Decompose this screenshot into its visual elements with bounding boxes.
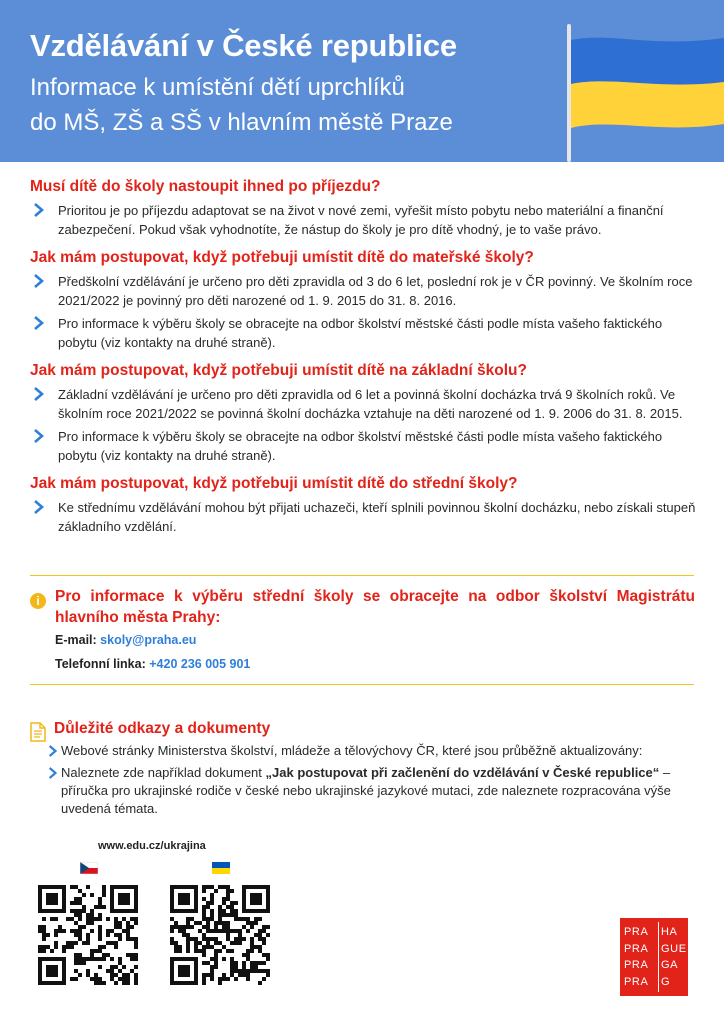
chevron-right-icon — [33, 428, 45, 444]
info-heading: Pro informace k výběru střední školy se obracejte na odbor školství Magistrátu hlavního města Prahy: — [55, 588, 695, 626]
phone-label: Telefonní linka: — [55, 657, 146, 671]
faq-answer-text: Základní vzdělávání je určeno pro děti zpravidla od 6 let a povinná školní docházka trvá 9 školních roků. Ve školním roce 2021/2022 se povinná školní docházka vztahuje na děti narozené od 1. 9. 2006 do 31. 8. 2015. — [58, 387, 683, 421]
ukraine-flag-small-icon — [212, 862, 230, 874]
phone-link[interactable]: +420 236 005 901 — [149, 657, 251, 671]
subtitle-line-2: do MŠ, ZŠ a SŠ v hlavním městě Praze — [30, 109, 453, 136]
page-title: Vzdělávání v České republice — [30, 28, 457, 63]
edu-url[interactable]: www.edu.cz/ukrajina — [98, 840, 206, 852]
chevron-right-icon — [33, 499, 45, 515]
faq-question-2: Jak mám postupovat, když potřebuji umístit dítě do mateřské školy? — [30, 249, 534, 266]
logo-right-column: HA GUE GA G — [661, 926, 687, 988]
faq-question-3: Jak mám postupovat, když potřebuji umístit dítě na základní školu? — [30, 362, 527, 379]
link-item — [61, 764, 701, 818]
chevron-right-icon — [33, 315, 45, 331]
info-icon: i — [30, 593, 46, 609]
subtitle-line-1: Informace k umístění dětí uprchlíků — [30, 74, 405, 101]
faq-answer — [30, 427, 700, 465]
faq-answer — [30, 314, 700, 352]
faq-answer-text: Ke střednímu vzdělávání mohou být přijati uchazeči, kteří splnili povinnou školní docházku, nebo získali stupeň základního vzdělání. — [58, 500, 696, 534]
faq-question-4: Jak mám postupovat, když potřebuji umístit dítě do střední školy? — [30, 475, 518, 492]
faq-answer-text: Předškolní vzdělávání je určeno pro děti zpravidla od 3 do 6 let, poslední rok je v ČR povinný. Ve školním roce 2021/2022 je povinný pro děti narozené od 1. 9. 2015 do 31. 8. 2016. — [58, 274, 693, 308]
qr-code-czech[interactable] — [38, 885, 138, 985]
faq-answer — [30, 272, 700, 310]
chevron-right-icon — [33, 202, 45, 218]
link-item-text: Naleznete zde například dokument — [61, 765, 266, 780]
email-link[interactable]: skoly@praha.eu — [100, 633, 197, 647]
faq-answer — [30, 498, 700, 536]
document-title: „Jak postupovat při začlenění do vzdělávání v České republice“ — [265, 765, 660, 780]
qr-code-ukrainian[interactable] — [170, 885, 270, 985]
chevron-right-icon — [48, 744, 58, 758]
page-subtitle — [30, 70, 550, 140]
chevron-right-icon — [33, 273, 45, 289]
ukraine-flag-icon — [571, 36, 724, 128]
phone-line — [55, 657, 250, 671]
faq-content — [30, 178, 700, 540]
faq-answer — [30, 201, 700, 239]
praha-logo — [620, 918, 688, 996]
email-label: E-mail: — [55, 633, 97, 647]
faq-answer-text: Prioritou je po příjezdu adaptovat se na život v nové zemi, vyřešit místo pobytu nebo materiální a finanční zabezpečení. Pokud však vyhodnotíte, že nástup do školy je pro dítě vhodný, je to vaše právo. — [58, 203, 664, 237]
email-line — [55, 633, 196, 647]
link-item-text: – příručka pro ukrajinské rodiče v české nebo ukrajinské jazykové mutaci, zde naleznete rozpracována výše uvedená témata. — [61, 765, 671, 816]
faq-answer-text: Pro informace k výběru školy se obracejte na odbor školství městské části podle místa vašeho faktického pobytu (viz kontakty na druhé straně). — [58, 316, 663, 350]
chevron-right-icon — [48, 766, 58, 780]
document-icon — [30, 722, 46, 742]
header-banner — [0, 0, 724, 162]
faq-answer — [30, 385, 700, 423]
faq-answer-text: Pro informace k výběru školy se obracejte na odbor školství městské části podle místa vašeho faktického pobytu (viz kontakty na druhé straně). — [58, 429, 663, 463]
logo-divider — [658, 922, 659, 992]
info-box — [30, 575, 694, 685]
links-heading: Důležité odkazy a dokumenty — [54, 720, 271, 737]
ukraine-flag-image — [564, 24, 724, 162]
link-item-text: Webové stránky Ministerstva školství, mládeže a tělovýchovy ČR, které jsou průběžně aktualizovány: — [61, 743, 643, 758]
logo-left-column: PRA PRA PRA PRA — [624, 926, 649, 988]
link-item — [61, 742, 701, 760]
faq-question-1: Musí dítě do školy nastoupit ihned po příjezdu? — [30, 178, 381, 195]
czech-flag-icon — [80, 862, 98, 874]
chevron-right-icon — [33, 386, 45, 402]
